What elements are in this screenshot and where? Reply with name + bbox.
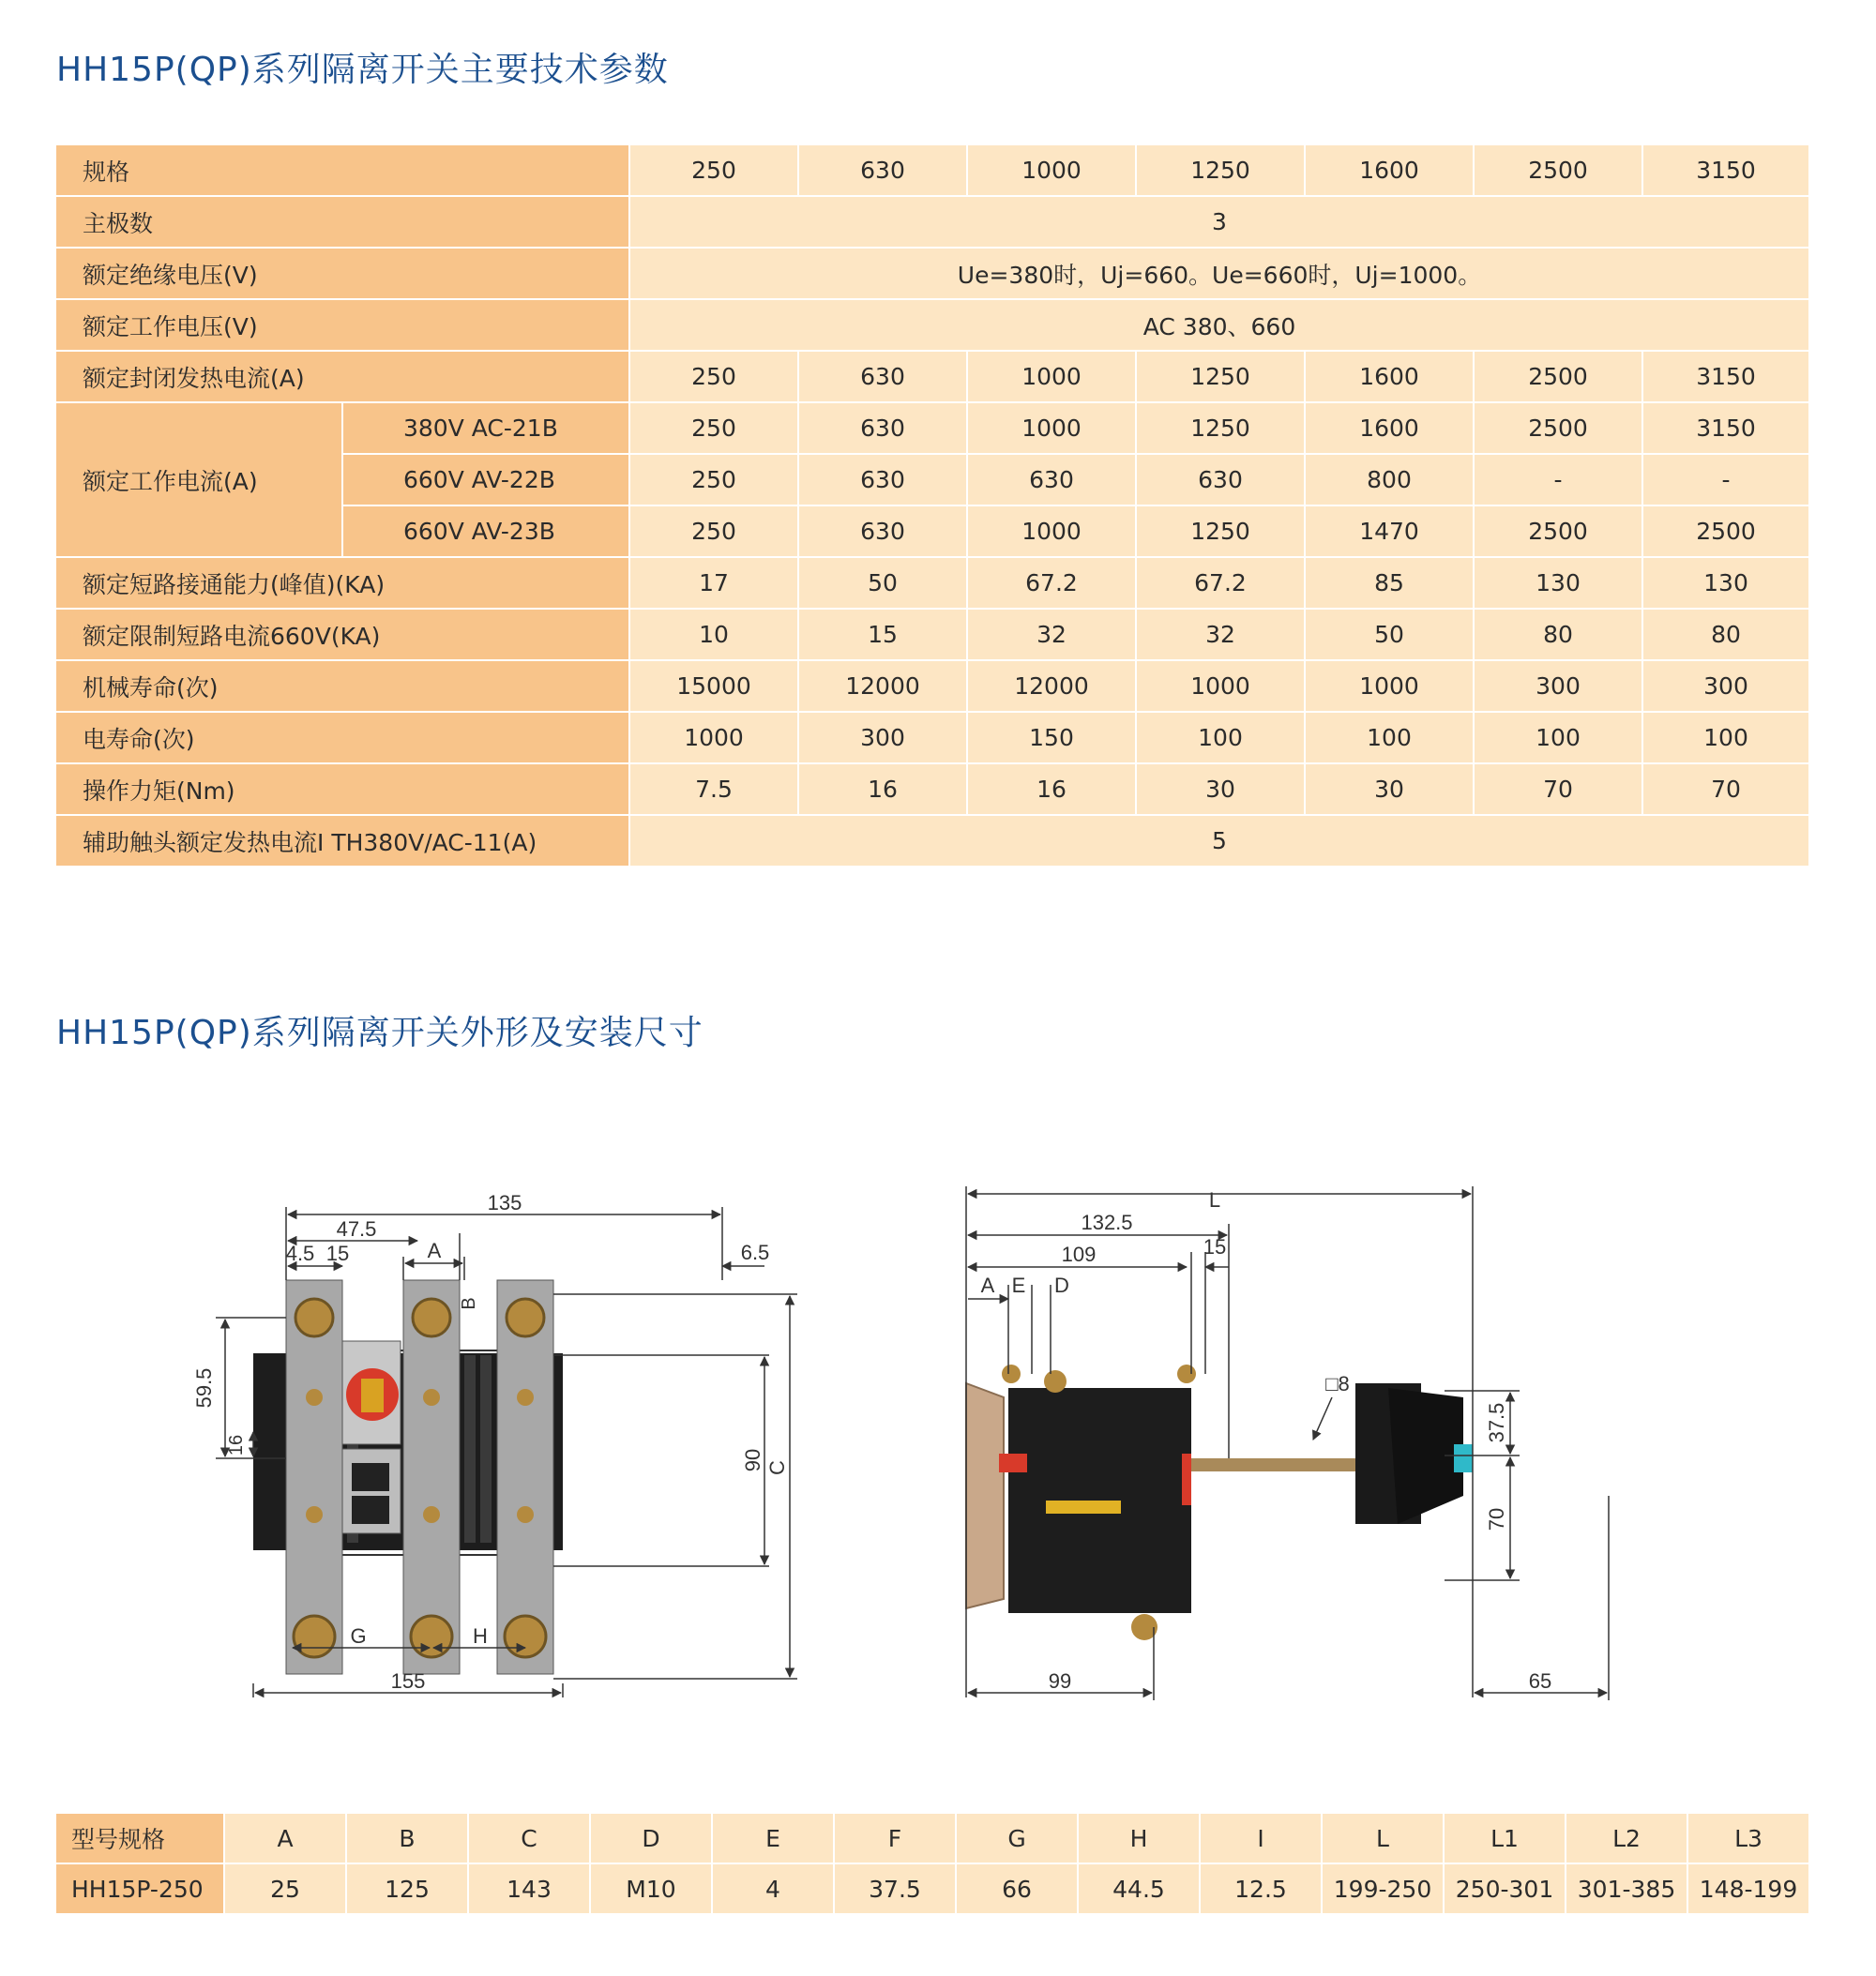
table-cell: 17 — [630, 558, 799, 610]
table-cell: 3150 — [1643, 352, 1810, 403]
table-cell: 250 — [630, 352, 799, 403]
table-cell: 70 — [1475, 764, 1643, 816]
table-row — [56, 713, 1810, 764]
table-header: F — [835, 1814, 957, 1864]
dim-l: L — [1208, 1188, 1221, 1212]
table-cell: 44.5 — [1079, 1864, 1201, 1915]
spec-header-cell: 1600 — [1306, 145, 1475, 197]
table-cell: 3 — [630, 197, 1810, 249]
table-header: 型号规格 — [56, 1814, 225, 1864]
table-cell: 16 — [968, 764, 1137, 816]
front-view-drawing — [192, 1186, 816, 1712]
table-cell: 1000 — [968, 352, 1137, 403]
table-cell: 66 — [957, 1864, 1079, 1915]
table-cell: M10 — [591, 1864, 713, 1915]
table-header: L — [1323, 1814, 1445, 1864]
table-cell: 67.2 — [1137, 558, 1306, 610]
table-cell: 1000 — [1137, 661, 1306, 713]
table-row — [56, 197, 1810, 249]
table-cell: 148-199 — [1688, 1864, 1810, 1915]
table-cell: HH15P-250 — [56, 1864, 225, 1915]
dim-b: B — [459, 1297, 479, 1310]
table-header: C — [469, 1814, 591, 1864]
table-cell: 250 — [630, 506, 799, 558]
table-cell: 630 — [799, 352, 968, 403]
table-cell: 30 — [1137, 764, 1306, 816]
table-cell: 630 — [968, 455, 1137, 506]
switch-body-side — [966, 1365, 1473, 1640]
table-cell: 800 — [1306, 455, 1475, 506]
table-row — [343, 506, 1810, 558]
table-cell: 80 — [1643, 610, 1810, 661]
dim-132-5: 132.5 — [1081, 1211, 1133, 1234]
table-cell: 1000 — [630, 713, 799, 764]
dim-37-5: 37.5 — [1485, 1402, 1508, 1443]
table-cell: Ue=380时，Uj=660。Ue=660时，Uj=1000。 — [630, 249, 1810, 300]
table-row — [56, 352, 1810, 403]
table-row — [56, 764, 1810, 816]
table-header: G — [957, 1814, 1079, 1864]
table-cell: 5 — [630, 816, 1810, 867]
table-cell: 50 — [1306, 610, 1475, 661]
table-cell: 10 — [630, 610, 799, 661]
dim-a-side: A — [980, 1274, 995, 1297]
table-cell: 1000 — [968, 403, 1137, 455]
table-cell: 250 — [630, 403, 799, 455]
table-cell: 143 — [469, 1864, 591, 1915]
switch-body-front — [253, 1280, 563, 1674]
sub-row-label: 380V AC-21B — [343, 403, 630, 455]
spec-header-cell: 2500 — [1475, 145, 1643, 197]
table-cell: 70 — [1643, 764, 1810, 816]
spec-table — [56, 145, 1810, 867]
table-cell: 130 — [1475, 558, 1643, 610]
table-cell: 32 — [1137, 610, 1306, 661]
table-cell: 300 — [1643, 661, 1810, 713]
table-cell: 4 — [713, 1864, 835, 1915]
dim-h: H — [473, 1624, 488, 1648]
table-row — [56, 610, 1810, 661]
row-label: 额定限制短路电流660V(KA) — [56, 610, 630, 661]
row-label: 额定封闭发热电流(A) — [56, 352, 630, 403]
table-header: I — [1201, 1814, 1323, 1864]
dim-59-5: 59.5 — [192, 1367, 216, 1409]
table-cell: 3150 — [1643, 403, 1810, 455]
table-cell: 250 — [630, 455, 799, 506]
row-label: 额定工作电流(A) — [56, 403, 343, 558]
table-cell: 32 — [968, 610, 1137, 661]
table-row — [56, 816, 1810, 867]
table-cell: 630 — [799, 403, 968, 455]
table-cell: 300 — [799, 713, 968, 764]
table-cell: - — [1643, 455, 1810, 506]
table-cell: 630 — [1137, 455, 1306, 506]
table-header: H — [1079, 1814, 1201, 1864]
side-view-drawing — [957, 1186, 1688, 1712]
dim-e: E — [1011, 1274, 1026, 1297]
row-label: 辅助触头额定发热电流I TH380V/AC-11(A) — [56, 816, 630, 867]
dims-title: HH15P(QP)系列隔离开关外形及安装尺寸 — [56, 1014, 704, 1052]
table-cell: 100 — [1643, 713, 1810, 764]
spec-title: HH15P(QP)系列隔离开关主要技术参数 — [56, 51, 669, 89]
spec-header-cell: 630 — [799, 145, 968, 197]
row-label: 操作力矩(Nm) — [56, 764, 630, 816]
row-label: 主极数 — [56, 197, 630, 249]
table-header: A — [225, 1814, 347, 1864]
table-cell: 130 — [1643, 558, 1810, 610]
table-header: L3 — [1688, 1814, 1810, 1864]
dim-15-side: 15 — [1203, 1235, 1227, 1259]
spec-header-cell: 250 — [630, 145, 799, 197]
table-cell: 1000 — [968, 506, 1137, 558]
dim-135: 135 — [487, 1191, 522, 1214]
table-cell: 15 — [799, 610, 968, 661]
table-cell: 30 — [1306, 764, 1475, 816]
working-current-group — [56, 403, 1810, 558]
table-cell: 15000 — [630, 661, 799, 713]
dim-65: 65 — [1528, 1669, 1552, 1693]
row-label: 额定工作电压(V) — [56, 300, 630, 352]
table-cell: 1470 — [1306, 506, 1475, 558]
table-cell: 630 — [799, 506, 968, 558]
table-row — [343, 403, 1810, 455]
table-cell: 301-385 — [1566, 1864, 1688, 1915]
dim-a: A — [427, 1239, 442, 1262]
table-cell: 1000 — [1306, 661, 1475, 713]
dim-155: 155 — [390, 1669, 426, 1693]
table-cell: 12.5 — [1201, 1864, 1323, 1915]
table-cell: 2500 — [1643, 506, 1810, 558]
table-row — [56, 1864, 1810, 1915]
table-header: B — [347, 1814, 469, 1864]
table-cell: 1600 — [1306, 403, 1475, 455]
table-header-row — [56, 1814, 1810, 1864]
spec-header-cell: 1000 — [968, 145, 1137, 197]
table-cell: - — [1475, 455, 1643, 506]
dim-c: C — [765, 1460, 789, 1475]
row-label: 额定绝缘电压(V) — [56, 249, 630, 300]
table-cell: 67.2 — [968, 558, 1137, 610]
dim-15: 15 — [325, 1242, 350, 1265]
table-header: L1 — [1445, 1814, 1566, 1864]
spec-header-cell: 1250 — [1137, 145, 1306, 197]
row-label: 规格 — [56, 145, 630, 197]
table-cell: 1250 — [1137, 403, 1306, 455]
table-cell: 16 — [799, 764, 968, 816]
table-cell: 12000 — [968, 661, 1137, 713]
table-cell: 125 — [347, 1864, 469, 1915]
table-cell: 150 — [968, 713, 1137, 764]
table-cell: 80 — [1475, 610, 1643, 661]
table-header: L2 — [1566, 1814, 1688, 1864]
row-label: 额定短路接通能力(峰值)(KA) — [56, 558, 630, 610]
table-cell: 100 — [1306, 713, 1475, 764]
table-row — [56, 661, 1810, 713]
table-cell: 250-301 — [1445, 1864, 1566, 1915]
table-cell: 1250 — [1137, 352, 1306, 403]
table-cell: AC 380、660 — [630, 300, 1810, 352]
table-row — [56, 558, 1810, 610]
table-cell: 100 — [1475, 713, 1643, 764]
dim-70: 70 — [1485, 1507, 1508, 1531]
table-cell: 2500 — [1475, 403, 1643, 455]
dim-square-8: □8 — [1325, 1372, 1350, 1395]
dim-90: 90 — [741, 1448, 764, 1472]
table-row — [56, 145, 1810, 197]
table-cell: 2500 — [1475, 352, 1643, 403]
table-cell: 25 — [225, 1864, 347, 1915]
table-header: E — [713, 1814, 835, 1864]
dim-g: G — [350, 1624, 367, 1648]
table-cell: 1250 — [1137, 506, 1306, 558]
table-row — [56, 300, 1810, 352]
table-cell: 1600 — [1306, 352, 1475, 403]
table-cell: 85 — [1306, 558, 1475, 610]
table-cell: 630 — [799, 455, 968, 506]
dim-6-5: 6.5 — [740, 1241, 770, 1264]
sub-row-label: 660V AV-23B — [343, 506, 630, 558]
sub-row-label: 660V AV-22B — [343, 455, 630, 506]
row-label: 机械寿命(次) — [56, 661, 630, 713]
dim-109: 109 — [1061, 1243, 1097, 1266]
table-row — [56, 249, 1810, 300]
dim-47-5: 47.5 — [336, 1217, 377, 1241]
table-cell: 12000 — [799, 661, 968, 713]
spec-header-cell: 3150 — [1643, 145, 1810, 197]
dim-d: D — [1054, 1274, 1069, 1297]
dim-4-5: 4.5 — [285, 1242, 315, 1265]
row-label: 电寿命(次) — [56, 713, 630, 764]
dim-99: 99 — [1048, 1669, 1072, 1693]
table-cell: 37.5 — [835, 1864, 957, 1915]
dimension-table — [56, 1814, 1810, 1915]
table-cell: 2500 — [1475, 506, 1643, 558]
table-cell: 199-250 — [1323, 1864, 1445, 1915]
table-header: D — [591, 1814, 713, 1864]
table-cell: 100 — [1137, 713, 1306, 764]
table-cell: 300 — [1475, 661, 1643, 713]
table-row — [343, 455, 1810, 506]
table-cell: 50 — [799, 558, 968, 610]
table-cell: 7.5 — [630, 764, 799, 816]
dim-16: 16 — [226, 1434, 247, 1456]
